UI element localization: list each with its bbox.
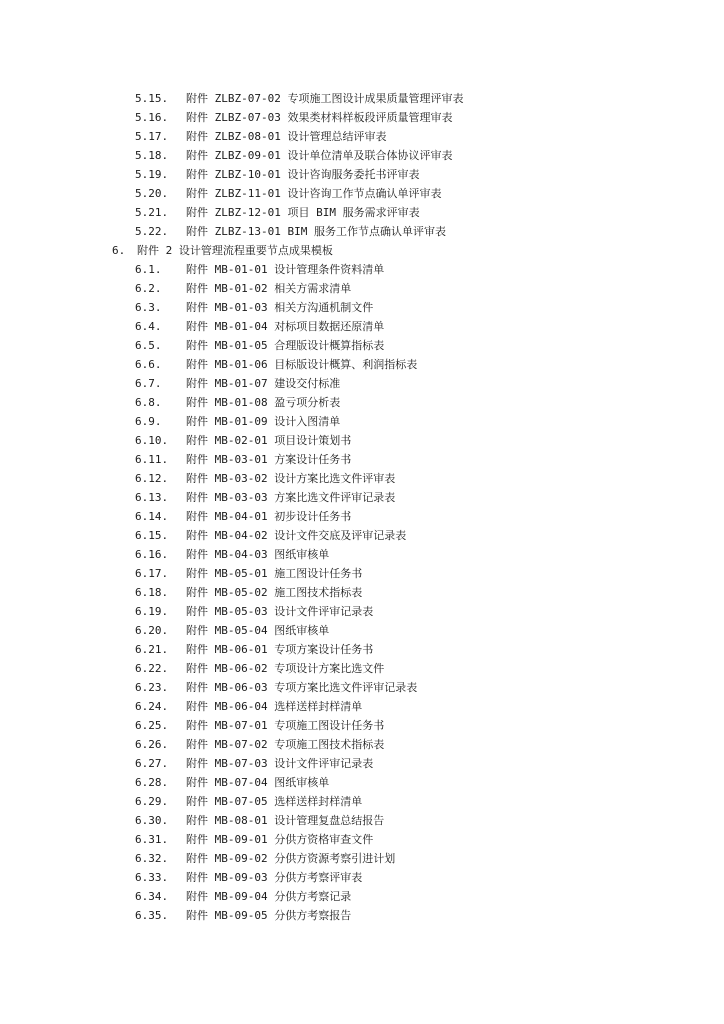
toc-entry-number: 6.13. xyxy=(135,491,169,504)
toc-entry xyxy=(0,317,724,336)
toc-entry-title: 附件 MB-01-01 设计管理条件资料清单 xyxy=(186,263,385,276)
toc-entry-title: 附件 ZLBZ-13-01 BIM 服务工作节点确认单评审表 xyxy=(186,225,446,238)
toc-entry-title: 附件 ZLBZ-10-01 设计咨询服务委托书评审表 xyxy=(186,168,420,181)
toc-entry-title: 附件 MB-09-04 分供方考察记录 xyxy=(186,890,352,903)
toc-entry-number: 6.32. xyxy=(135,852,169,865)
toc-entry-title: 附件 MB-09-03 分供方考察评审表 xyxy=(186,871,363,884)
toc-entry xyxy=(0,488,724,507)
toc-entry-title: 附件 MB-06-04 选样送样封样清单 xyxy=(186,700,363,713)
toc-entry xyxy=(0,773,724,792)
toc-entry xyxy=(0,811,724,830)
toc-entry-number: 6.20. xyxy=(135,624,169,637)
toc-entry xyxy=(0,678,724,697)
toc-entry-title: 附件 MB-05-01 施工图设计任务书 xyxy=(186,567,363,580)
toc-entry-number: 5.17. xyxy=(135,130,169,143)
toc-entry-title: 附件 ZLBZ-11-01 设计咨询工作节点确认单评审表 xyxy=(186,187,442,200)
toc-entry-title: 附件 MB-08-01 设计管理复盘总结报告 xyxy=(186,814,385,827)
toc-entry xyxy=(0,222,724,241)
toc-entry-title: 附件 ZLBZ-09-01 设计单位清单及联合体协议评审表 xyxy=(186,149,453,162)
toc-entry-title: 附件 MB-03-01 方案设计任务书 xyxy=(186,453,352,466)
toc-entry xyxy=(0,583,724,602)
toc-entry-title: 附件 MB-06-01 专项方案设计任务书 xyxy=(186,643,374,656)
toc-entry-number: 6.15. xyxy=(135,529,169,542)
toc-entry-number: 6.12. xyxy=(135,472,169,485)
toc-entry-number: 6.11. xyxy=(135,453,169,466)
toc-entry xyxy=(0,127,724,146)
toc-entry xyxy=(0,868,724,887)
toc-entry-number: 6. xyxy=(112,244,126,257)
toc-entry-title: 附件 MB-05-04 图纸审核单 xyxy=(186,624,330,637)
toc-entry-number: 6.27. xyxy=(135,757,169,770)
toc-entry-title: 附件 MB-01-06 目标版设计概算、利润指标表 xyxy=(186,358,418,371)
toc-entry-title: 附件 ZLBZ-07-03 效果类材料样板段评质量管理审表 xyxy=(186,111,453,124)
toc-entry xyxy=(0,621,724,640)
toc-entry xyxy=(0,716,724,735)
toc-entry-title: 附件 MB-04-02 设计文件交底及评审记录表 xyxy=(186,529,407,542)
toc-entry-title: 附件 MB-01-07 建设交付标准 xyxy=(186,377,341,390)
toc-entry xyxy=(0,184,724,203)
toc-entry xyxy=(0,108,724,127)
toc-entry-number: 6.14. xyxy=(135,510,169,523)
toc-entry xyxy=(0,89,724,108)
toc-entry xyxy=(0,374,724,393)
toc-entry xyxy=(0,564,724,583)
toc-entry xyxy=(0,298,724,317)
toc-entry-number: 6.23. xyxy=(135,681,169,694)
toc-entry-number: 5.15. xyxy=(135,92,169,105)
toc-entry-title: 附件 MB-02-01 项目设计策划书 xyxy=(186,434,352,447)
toc-entry-number: 6.33. xyxy=(135,871,169,884)
toc-entry-title: 附件 MB-09-05 分供方考察报告 xyxy=(186,909,352,922)
toc-entry-number: 6.6. xyxy=(135,358,162,371)
toc-entry-number: 6.31. xyxy=(135,833,169,846)
toc-entry xyxy=(0,545,724,564)
toc-entry-number: 6.7. xyxy=(135,377,162,390)
toc-entry xyxy=(0,526,724,545)
toc-entry-number: 6.17. xyxy=(135,567,169,580)
toc-entry-title: 附件 MB-04-03 图纸审核单 xyxy=(186,548,330,561)
toc-entry-title: 附件 MB-07-03 设计文件评审记录表 xyxy=(186,757,374,770)
toc-entry-number: 6.8. xyxy=(135,396,162,409)
toc-entry-title: 附件 MB-01-05 合理版设计概算指标表 xyxy=(186,339,385,352)
toc-entry xyxy=(0,203,724,222)
toc-entry-title: 附件 MB-01-02 相关方需求清单 xyxy=(186,282,352,295)
toc-entry-title: 附件 MB-01-03 相关方沟通机制文件 xyxy=(186,301,374,314)
toc-entry-number: 6.2. xyxy=(135,282,162,295)
toc-entry-number: 6.4. xyxy=(135,320,162,333)
toc-entry-title: 附件 ZLBZ-08-01 设计管理总结评审表 xyxy=(186,130,387,143)
toc-entry-number: 6.21. xyxy=(135,643,169,656)
toc-entry-number: 6.3. xyxy=(135,301,162,314)
toc-entry-number: 5.18. xyxy=(135,149,169,162)
toc-entry xyxy=(0,279,724,298)
toc-entry xyxy=(0,887,724,906)
toc-entry-title: 附件 MB-04-01 初步设计任务书 xyxy=(186,510,352,523)
toc-entry xyxy=(0,602,724,621)
toc-entry-number: 6.26. xyxy=(135,738,169,751)
toc-entry-number: 5.21. xyxy=(135,206,169,219)
toc-entry-number: 6.19. xyxy=(135,605,169,618)
toc-entry-number: 6.9. xyxy=(135,415,162,428)
toc-entry xyxy=(0,849,724,868)
toc-entry-number: 6.10. xyxy=(135,434,169,447)
toc-entry-number: 6.1. xyxy=(135,263,162,276)
toc-entry-title: 附件 MB-09-01 分供方资格审查文件 xyxy=(186,833,374,846)
toc-entry-number: 5.20. xyxy=(135,187,169,200)
toc-entry-number: 6.30. xyxy=(135,814,169,827)
toc-entry-title: 附件 MB-06-03 专项方案比选文件评审记录表 xyxy=(186,681,418,694)
toc-entry xyxy=(0,146,724,165)
toc-entry xyxy=(0,792,724,811)
toc-entry xyxy=(0,659,724,678)
table-of-contents xyxy=(0,89,724,925)
toc-entry xyxy=(0,260,724,279)
toc-section-entry xyxy=(0,241,724,260)
toc-entry xyxy=(0,754,724,773)
toc-entry-number: 6.29. xyxy=(135,795,169,808)
toc-entry xyxy=(0,507,724,526)
toc-entry xyxy=(0,697,724,716)
toc-entry xyxy=(0,640,724,659)
toc-entry-title: 附件 MB-09-02 分供方资源考察引进计划 xyxy=(186,852,396,865)
toc-entry-title: 附件 MB-07-04 图纸审核单 xyxy=(186,776,330,789)
toc-entry-title: 附件 MB-01-04 对标项目数据还原清单 xyxy=(186,320,385,333)
toc-entry-title: 附件 MB-03-03 方案比选文件评审记录表 xyxy=(186,491,396,504)
toc-entry-number: 6.18. xyxy=(135,586,169,599)
toc-entry-title: 附件 ZLBZ-12-01 项目 BIM 服务需求评审表 xyxy=(186,206,420,219)
toc-entry-number: 6.22. xyxy=(135,662,169,675)
toc-entry xyxy=(0,735,724,754)
toc-entry-title: 附件 2 设计管理流程重要节点成果模板 xyxy=(137,244,333,257)
toc-entry-number: 6.34. xyxy=(135,890,169,903)
toc-entry xyxy=(0,906,724,925)
toc-entry xyxy=(0,469,724,488)
toc-entry-number: 6.24. xyxy=(135,700,169,713)
toc-entry-number: 5.22. xyxy=(135,225,169,238)
toc-entry xyxy=(0,393,724,412)
toc-entry-number: 6.5. xyxy=(135,339,162,352)
toc-entry-title: 附件 MB-07-02 专项施工图技术指标表 xyxy=(186,738,385,751)
toc-entry-title: 附件 MB-05-03 设计文件评审记录表 xyxy=(186,605,374,618)
toc-entry-title: 附件 MB-01-09 设计入图清单 xyxy=(186,415,341,428)
toc-entry-number: 5.16. xyxy=(135,111,169,124)
toc-entry xyxy=(0,165,724,184)
toc-entry-title: 附件 ZLBZ-07-02 专项施工图设计成果质量管理评审表 xyxy=(186,92,464,105)
toc-entry-title: 附件 MB-03-02 设计方案比选文件评审表 xyxy=(186,472,396,485)
toc-entry-title: 附件 MB-06-02 专项设计方案比选文件 xyxy=(186,662,385,675)
toc-entry xyxy=(0,431,724,450)
toc-entry-number: 5.19. xyxy=(135,168,169,181)
toc-entry xyxy=(0,355,724,374)
toc-entry-number: 6.25. xyxy=(135,719,169,732)
toc-entry-number: 6.16. xyxy=(135,548,169,561)
toc-entry-title: 附件 MB-07-01 专项施工图设计任务书 xyxy=(186,719,385,732)
toc-entry xyxy=(0,412,724,431)
toc-entry-title: 附件 MB-07-05 选样送样封样清单 xyxy=(186,795,363,808)
toc-entry xyxy=(0,830,724,849)
toc-entry-title: 附件 MB-01-08 盈亏项分析表 xyxy=(186,396,341,409)
toc-entry xyxy=(0,336,724,355)
toc-entry-title: 附件 MB-05-02 施工图技术指标表 xyxy=(186,586,363,599)
toc-entry xyxy=(0,450,724,469)
toc-entry-number: 6.35. xyxy=(135,909,169,922)
toc-entry-number: 6.28. xyxy=(135,776,169,789)
